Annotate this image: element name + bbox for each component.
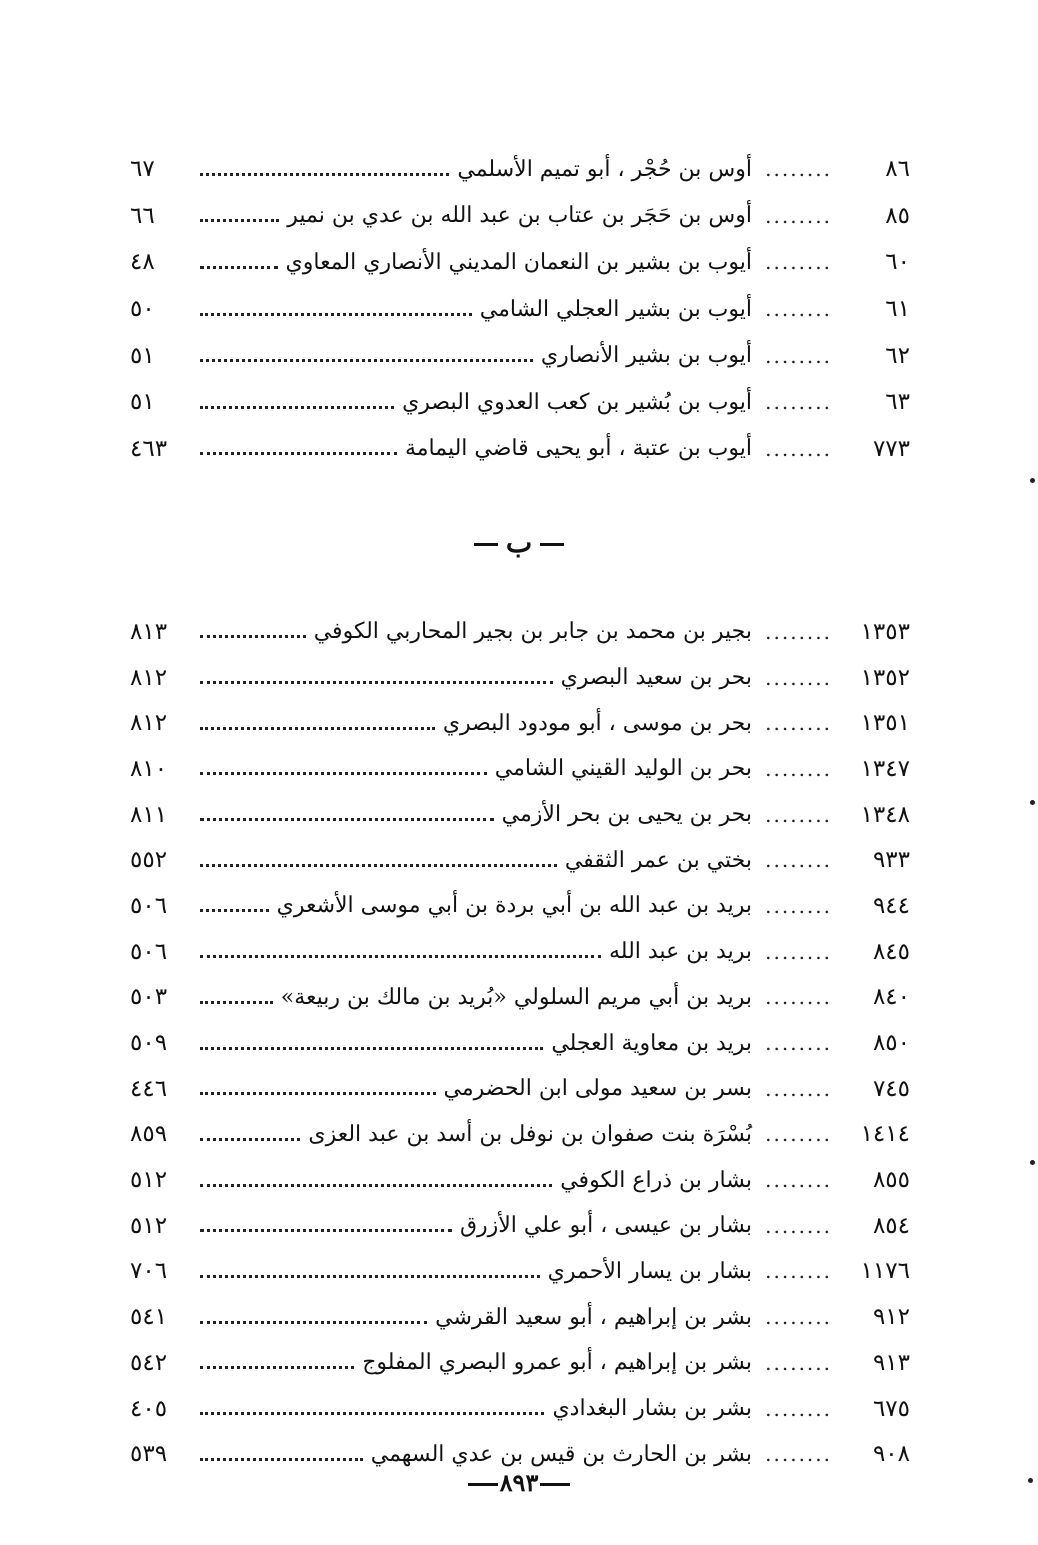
scan-speck [1030, 478, 1035, 483]
entry-separator-dots: ........ [765, 1259, 832, 1284]
dotted-leader [200, 1321, 427, 1324]
dotted-leader [200, 173, 449, 176]
dotted-leader [200, 909, 269, 912]
dotted-leader [200, 635, 306, 638]
dotted-leader [200, 1001, 273, 1004]
index-entry [130, 655, 910, 701]
entry-separator-dots: ........ [765, 1305, 832, 1330]
index-entry [130, 746, 910, 792]
entry-page-ref: ٥٠٩ [130, 1030, 168, 1057]
entry-name: بجير بن محمد بن جابر بن بجير المحاربي الكوفي [313, 619, 752, 645]
entry-number: ٨٥ [885, 202, 910, 229]
entry-name: أيوب بن بشير العجلي الشامي [479, 296, 752, 322]
entry-separator-dots: ........ [765, 203, 832, 228]
dotted-leader [200, 219, 279, 222]
entry-separator-dots: ........ [765, 939, 832, 964]
index-entry [130, 193, 910, 240]
entry-separator-dots: ........ [765, 1168, 832, 1193]
dotted-leader [200, 818, 494, 821]
entry-separator-dots: ........ [765, 297, 832, 322]
entry-separator-dots: ........ [765, 1213, 832, 1238]
entry-name: بشر بن إبراهيم ، أبو سعيد القرشي [435, 1304, 752, 1330]
entry-separator-dots: ........ [765, 665, 832, 690]
entry-page-ref: ٥٠ [130, 296, 155, 323]
entry-number: ٧٤٥ [872, 1075, 910, 1102]
entry-separator-dots: ........ [765, 1442, 832, 1467]
entry-number: ٦٧٥ [872, 1395, 910, 1422]
entry-page-ref: ٥٤١ [130, 1304, 168, 1331]
entry-number: ٨٦ [885, 156, 910, 183]
dotted-leader [200, 955, 601, 958]
index-entry [130, 1294, 910, 1340]
index-entry [130, 1157, 910, 1203]
index-list-ba [130, 609, 910, 1477]
entry-name: أوس بن حَجَر بن عتاب بن عبد الله بن عدي بن نمير [287, 203, 752, 229]
entry-page-ref: ٥١ [130, 389, 155, 416]
index-entry [130, 883, 910, 929]
entry-number: ١١٧٦ [860, 1258, 910, 1285]
dash-left [540, 1483, 570, 1486]
entry-number: ١٤١٤ [860, 1121, 910, 1148]
entry-name: أوس بن حُجْر ، أبو تميم الأسلمي [457, 156, 752, 182]
entry-name: بُسْرَة بنت صفوان بن نوفل بن أسد بن عبد العزى [308, 1121, 752, 1147]
entry-page-ref: ٥٠٦ [130, 892, 168, 919]
entry-number: ٨٤٥ [872, 938, 910, 965]
section-heading [0, 526, 1038, 559]
dash-right [474, 543, 498, 546]
dotted-leader [200, 864, 557, 867]
entry-separator-dots: ........ [765, 1350, 832, 1375]
scan-speck [1028, 1478, 1033, 1483]
entry-number: ٦١ [885, 296, 910, 323]
entry-number: ٩٠٨ [872, 1441, 910, 1468]
entry-number: ٩١٣ [872, 1349, 910, 1376]
entry-separator-dots: ........ [765, 711, 832, 736]
entry-separator-dots: ........ [765, 436, 832, 461]
entry-page-ref: ٤٨ [130, 249, 155, 276]
page-number-footer [0, 1468, 1038, 1497]
entry-name: بحر بن سعيد البصري [560, 665, 752, 691]
dotted-leader [200, 1412, 544, 1415]
entry-number: ٩٤٤ [872, 892, 910, 919]
entry-number: ٦٠ [885, 249, 910, 276]
index-entry [130, 1066, 910, 1112]
entry-number: ١٣٥٣ [860, 618, 910, 645]
entry-page-ref: ٨١٣ [130, 618, 168, 645]
entry-page-ref: ٥٤٢ [130, 1349, 168, 1376]
dotted-leader [200, 1092, 436, 1095]
entry-page-ref: ٥٥٢ [130, 847, 168, 874]
entry-page-ref: ٥١ [130, 342, 155, 369]
index-entry [130, 1112, 910, 1158]
entry-name: بريد بن معاوية العجلي [551, 1030, 752, 1056]
entry-name: بريد بن عبد الله بن أبي بردة بن أبي موسى الأشعري [276, 893, 752, 919]
entry-separator-dots: ........ [765, 893, 832, 918]
entry-separator-dots: ........ [765, 848, 832, 873]
dotted-leader [200, 359, 533, 362]
entry-name: بشار بن يسار الأحمري [547, 1258, 752, 1284]
entry-name: أيوب بن بشير الأنصاري [540, 343, 752, 369]
entry-name: بحر بن موسى ، أبو مودود البصري [442, 710, 752, 736]
entry-page-ref: ٤٤٦ [130, 1075, 168, 1102]
entry-separator-dots: ........ [765, 619, 832, 644]
dash-right [468, 1483, 498, 1486]
entry-separator-dots: ........ [765, 1031, 832, 1056]
index-entry [130, 700, 910, 746]
dotted-leader [200, 313, 472, 316]
entry-page-ref: ٨١٠ [130, 755, 168, 782]
index-entry [130, 286, 910, 333]
entry-separator-dots: ........ [765, 250, 832, 275]
entry-number: ١٣٥٢ [860, 664, 910, 691]
index-entry [130, 929, 910, 975]
entry-name: أيوب بن بُشير بن كعب العدوي البصري [402, 389, 752, 415]
entry-number: ١٣٤٧ [860, 755, 910, 782]
entry-page-ref: ٨١١ [130, 801, 168, 828]
index-entry [130, 146, 910, 193]
dotted-leader [200, 1138, 300, 1141]
scan-speck [1030, 1160, 1035, 1165]
entry-page-ref: ٥١٢ [130, 1212, 168, 1239]
entry-number: ٨٥٠ [872, 1030, 910, 1057]
dotted-leader [200, 1275, 540, 1278]
entry-separator-dots: ........ [765, 1122, 832, 1147]
index-entry [130, 379, 910, 426]
entry-number: ٨٤٠ [872, 984, 910, 1011]
entry-separator-dots: ........ [765, 1396, 832, 1421]
index-entry [130, 1020, 910, 1066]
entry-separator-dots: ........ [765, 1076, 832, 1101]
entry-number: ٩٣٣ [872, 847, 910, 874]
entry-separator-dots: ........ [765, 985, 832, 1010]
dotted-leader [200, 1458, 363, 1461]
entry-name: بختي بن عمر الثقفي [564, 847, 752, 873]
entry-number: ٦٢ [885, 342, 910, 369]
entry-number: ٧٧٣ [872, 435, 910, 462]
entry-number: ١٣٤٨ [860, 801, 910, 828]
index-entry [130, 239, 910, 286]
dotted-leader [200, 772, 487, 775]
entry-page-ref: ٥٣٩ [130, 1441, 168, 1468]
index-entry [130, 332, 910, 379]
index-entry [130, 426, 910, 473]
dotted-leader [200, 1184, 552, 1187]
entry-page-ref: ٧٠٦ [130, 1258, 168, 1285]
index-entry [130, 1340, 910, 1386]
entry-separator-dots: ........ [765, 390, 832, 415]
entry-separator-dots: ........ [765, 157, 832, 182]
entry-separator-dots: ........ [765, 756, 832, 781]
entry-name: بشر بن إبراهيم ، أبو عمرو البصري المفلوج [362, 1350, 752, 1376]
entry-page-ref: ٥١٢ [130, 1167, 168, 1194]
index-entry [130, 1203, 910, 1249]
entry-number: ٨٥٥ [872, 1167, 910, 1194]
entry-number: ٩١٢ [872, 1304, 910, 1331]
entry-page-ref: ٦٧ [130, 156, 155, 183]
index-list-alif [130, 146, 910, 472]
entry-name: بشار بن ذراع الكوفي [560, 1167, 752, 1193]
scan-speck [1030, 800, 1035, 805]
entry-name: بحر بن يحيى بن بحر الأزمي [501, 802, 752, 828]
index-entry [130, 609, 910, 655]
index-entry [130, 792, 910, 838]
entry-name: بسر بن سعيد مولى ابن الحضرمي [443, 1076, 752, 1102]
entry-page-ref: ٨٥٩ [130, 1121, 168, 1148]
dotted-leader [200, 1047, 543, 1050]
index-entry [130, 975, 910, 1021]
dotted-leader [200, 1229, 452, 1232]
entry-name: بريد بن عبد الله [609, 939, 752, 965]
page-number: ٨٩٣ [499, 1468, 539, 1497]
entry-page-ref: ٨١٢ [130, 664, 168, 691]
dotted-leader [200, 681, 553, 684]
entry-name: أيوب بن بشير بن النعمان المديني الأنصاري المعاوي [285, 249, 752, 275]
entry-name: بريد بن أبي مريم السلولي «بُريد بن مالك بن ربيعة» [280, 984, 752, 1010]
entry-number: ٦٣ [885, 389, 910, 416]
dotted-leader [200, 266, 278, 269]
entry-name: بشر بن بشار البغدادي [552, 1396, 752, 1422]
entry-page-ref: ٨١٢ [130, 710, 168, 737]
entry-number: ٨٥٤ [872, 1212, 910, 1239]
dotted-leader [200, 406, 394, 409]
entry-page-ref: ٦٦ [130, 202, 155, 229]
index-entry [130, 837, 910, 883]
index-entry [130, 1249, 910, 1295]
dotted-leader [200, 452, 397, 455]
index-entry [130, 1386, 910, 1432]
entry-name: بحر بن الوليد القيني الشامي [494, 756, 752, 782]
entry-separator-dots: ........ [765, 343, 832, 368]
entry-page-ref: ٤٠٥ [130, 1395, 168, 1422]
dash-left [540, 543, 564, 546]
dotted-leader [200, 727, 435, 730]
entry-number: ١٣٥١ [860, 710, 910, 737]
entry-page-ref: ٥٠٦ [130, 938, 168, 965]
section-letter: ب [505, 526, 533, 559]
entry-page-ref: ٤٦٣ [130, 435, 168, 462]
entry-name: أيوب بن عتبة ، أبو يحيى قاضي اليمامة [404, 436, 752, 462]
dotted-leader [200, 1366, 354, 1369]
entry-separator-dots: ........ [765, 802, 832, 827]
entry-name: بشر بن الحارث بن قيس بن عدي السهمي [370, 1441, 752, 1467]
entry-name: بشار بن عيسى ، أبو علي الأزرق [459, 1213, 752, 1239]
entry-page-ref: ٥٠٣ [130, 984, 168, 1011]
